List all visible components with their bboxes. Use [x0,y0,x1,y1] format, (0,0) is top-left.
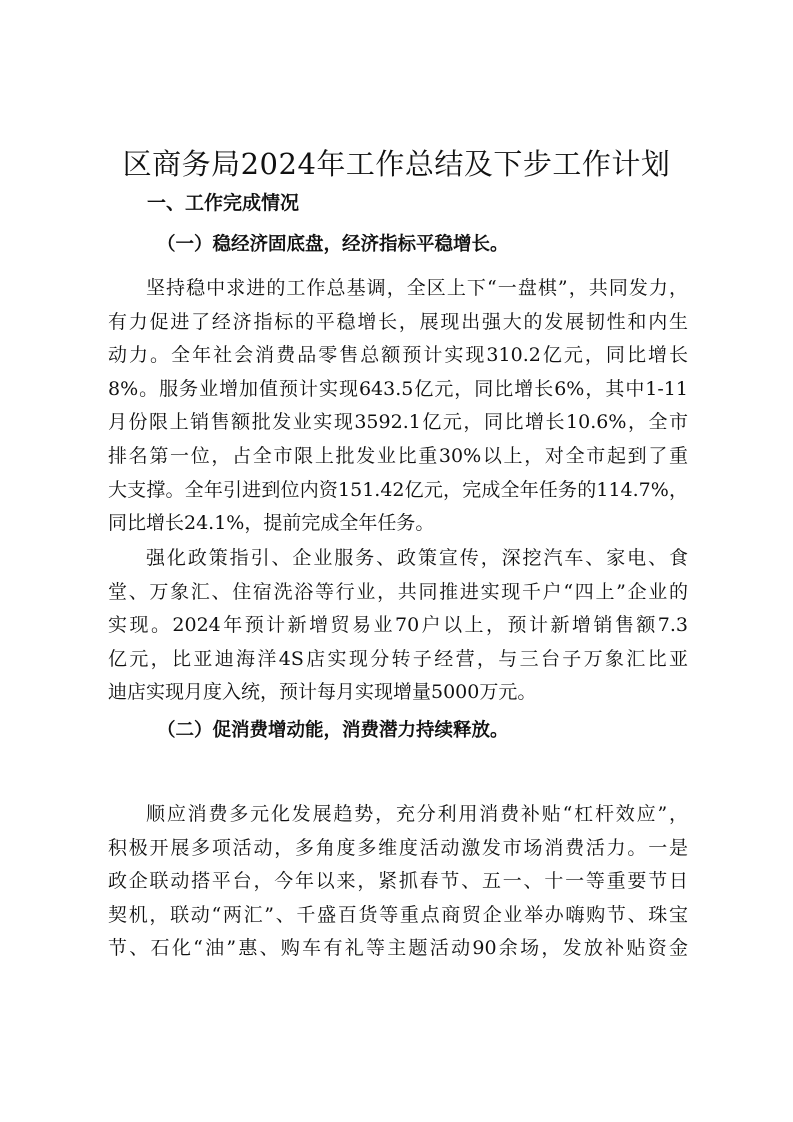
paragraph-line: 强化政策指引、企业服务、政策宣传，深挖汽车、家电、食 [146,547,688,569]
paragraph-line: 排名第一位，占全市限上批发业比重30%以上，对全市起到了重 [108,444,688,467]
paragraph-line: 契机，联动“两汇”、千盛百货等重点商贸企业举办嗨购节、珠宝 [108,903,688,926]
paragraph-consumption-activities [108,798,688,966]
document-title: 区商务局2024年工作总结及下步工作计划 [122,147,671,181]
paragraph-line: 有力促进了经济指标的平稳增长，展现出强大的发展韧性和内生 [108,310,688,333]
paragraph-line: 8%。服务业增加值预计实现643.5亿元，同比增长6%，其中1-11 [108,377,688,400]
section-heading-work-completion: 一、工作完成情况 [147,192,300,214]
paragraph-line: 迪店实现月度入统，预计每月实现增量5000万元。 [108,681,537,704]
paragraph-line: 动力。全年社会消费品零售总额预计实现310.2亿元，同比增长 [108,344,688,367]
paragraph-policy-guidance [108,542,688,710]
paragraph-line: 亿元，比亚迪海洋4S店实现分转子经营，与三台子万象汇比亚 [108,647,688,670]
paragraph-line: 顺应消费多元化发展趋势，充分利用消费补贴“杠杆效应”， [146,803,688,825]
paragraph-line: 实现。2024年预计新增贸易业70户以上，预计新增销售额7.3 [108,614,688,637]
paragraph-line: 积极开展多项活动，多角度多维度活动激发市场消费活力。一是 [108,836,688,859]
subsection-heading-stabilize-economy: （一）稳经济固底盘，经济指标平稳增长。 [157,234,509,255]
paragraph-line: 坚持稳中求进的工作总基调，全区上下“一盘棋”，共同发力， [146,277,688,299]
paragraph-line: 政企联动搭平台，今年以来，紧抓春节、五一、十一等重要节日 [108,870,688,893]
paragraph-line: 堂、万象汇、住宿洗浴等行业，共同推进实现千户“四上”企业的 [108,580,688,603]
paragraph-line: 节、石化“油”惠、购车有礼等主题活动90余场，发放补贴资金 [108,937,688,960]
paragraph-line: 月份限上销售额批发业实现3592.1亿元，同比增长10.6%，全市 [108,411,688,434]
paragraph-economic-indicators [108,272,688,541]
paragraph-line: 同比增长24.1%，提前完成全年任务。 [108,512,435,535]
paragraph-line: 大支撑。全年引进到位内资151.42亿元，完成全年任务的114.7%， [108,478,688,501]
subsection-heading-promote-consumption: （二）促消费增动能，消费潜力持续释放。 [157,720,509,741]
